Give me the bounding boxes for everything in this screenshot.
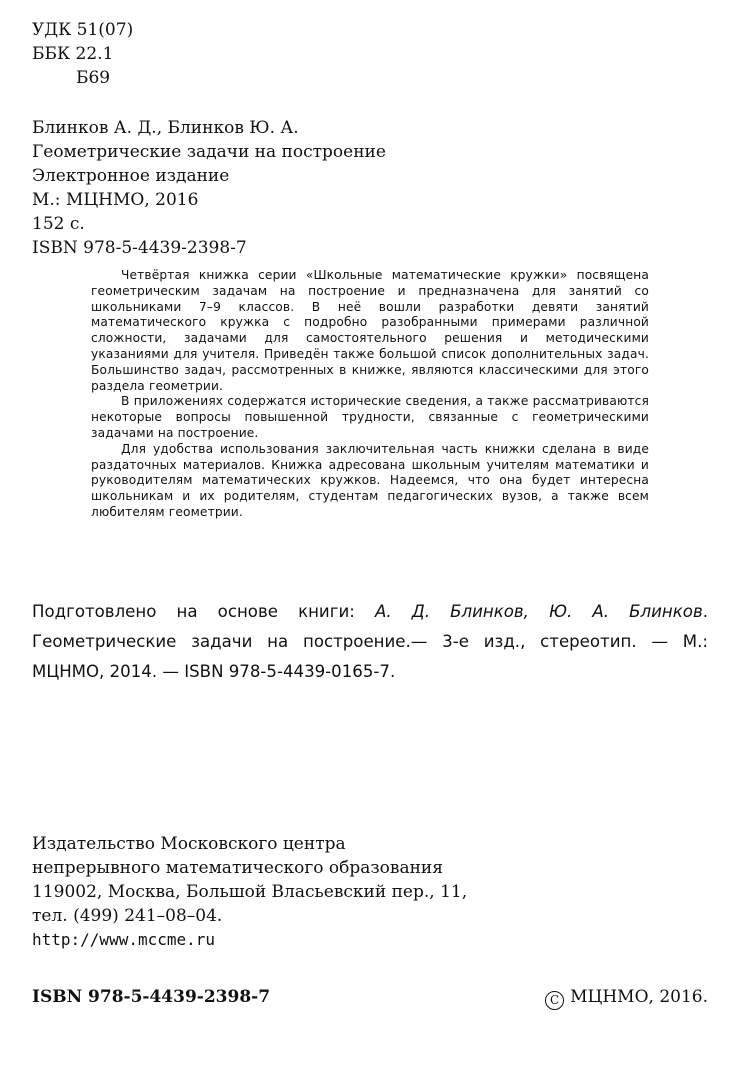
publisher-name-line1: Издательство Московского центра (32, 834, 346, 854)
copyright-text: МЦНМО, 2016. (570, 987, 708, 1007)
isbn: ISBN 978-5-4439-2398-7 (32, 238, 247, 258)
author-code: Б69 (76, 68, 111, 88)
bbk-code: ББК 22.1 (32, 44, 114, 64)
publisher-phone: тел. (499) 241–08–04. (32, 906, 223, 926)
footer (32, 985, 708, 1010)
source-prefix: Подготовлено на основе книги: (32, 602, 355, 621)
source-authors: А. Д. Блинков, Ю. А. Блинков (374, 602, 703, 621)
publisher-address: 119002, Москва, Большой Власьевский пер., 11, (32, 882, 468, 902)
abstract-paragraph: В приложениях содержатся исторические сведения, а также рассматриваются некоторые вопросы повышенной трудности, связанные с геометрическими задачами на построение. (91, 394, 649, 440)
book-title: Геометрические задачи на построение (32, 142, 386, 162)
source-note (32, 597, 708, 687)
source-paragraph (32, 597, 708, 687)
abstract-paragraph: Для удобства использования заключительная часть книжки сделана в виде раздаточных материалов. Книжка адресована школьным учителям математики и руководителям математических кружков. Надеемся, что она будет интересна школьникам и их родителям, студентам педагогических вузов, а также всем любителям геометрии. (91, 441, 649, 519)
footer-isbn: ISBN 978-5-4439-2398-7 (32, 987, 271, 1007)
authors: Блинков А. Д., Блинков Ю. А. (32, 118, 299, 138)
imprint: М.: МЦНМО, 2016 (32, 190, 199, 210)
publisher-info (32, 832, 467, 952)
publisher-url[interactable]: http://www.mccme.ru (32, 930, 216, 949)
classification-block (32, 18, 133, 90)
abstract (91, 268, 649, 521)
copyright (545, 985, 708, 1010)
abstract-paragraph: Четвёртая книжка серии «Школьные математические кружки» посвящена геометрическим задачам на построение и предназначена для занятий со школьниками 7–9 классов. В неё вошли разработки девяти занятий математического кружка с подробно разобранными примерами различной сложности, задачами для самостоятельного решения и методическими указаниями для учителя. Приведён также большой список дополнительных задач. Большинство задач, рассмотренных в книжке, являются классическими для этого раздела геометрии. (91, 268, 649, 393)
bibliographic-record (32, 116, 386, 260)
page-count: 152 с. (32, 214, 85, 234)
udk-code: УДК 51(07) (32, 20, 134, 40)
source-details: . Геометрические задачи на построение.— 3-е изд., стереотип. — М.: МЦНМО, 2014. — ISBN 978-5-4439-0165-7. (32, 602, 709, 681)
copyright-icon: C (545, 991, 564, 1010)
publisher-name-line2: непрерывного математического образования (32, 858, 443, 878)
edition: Электронное издание (32, 166, 230, 186)
